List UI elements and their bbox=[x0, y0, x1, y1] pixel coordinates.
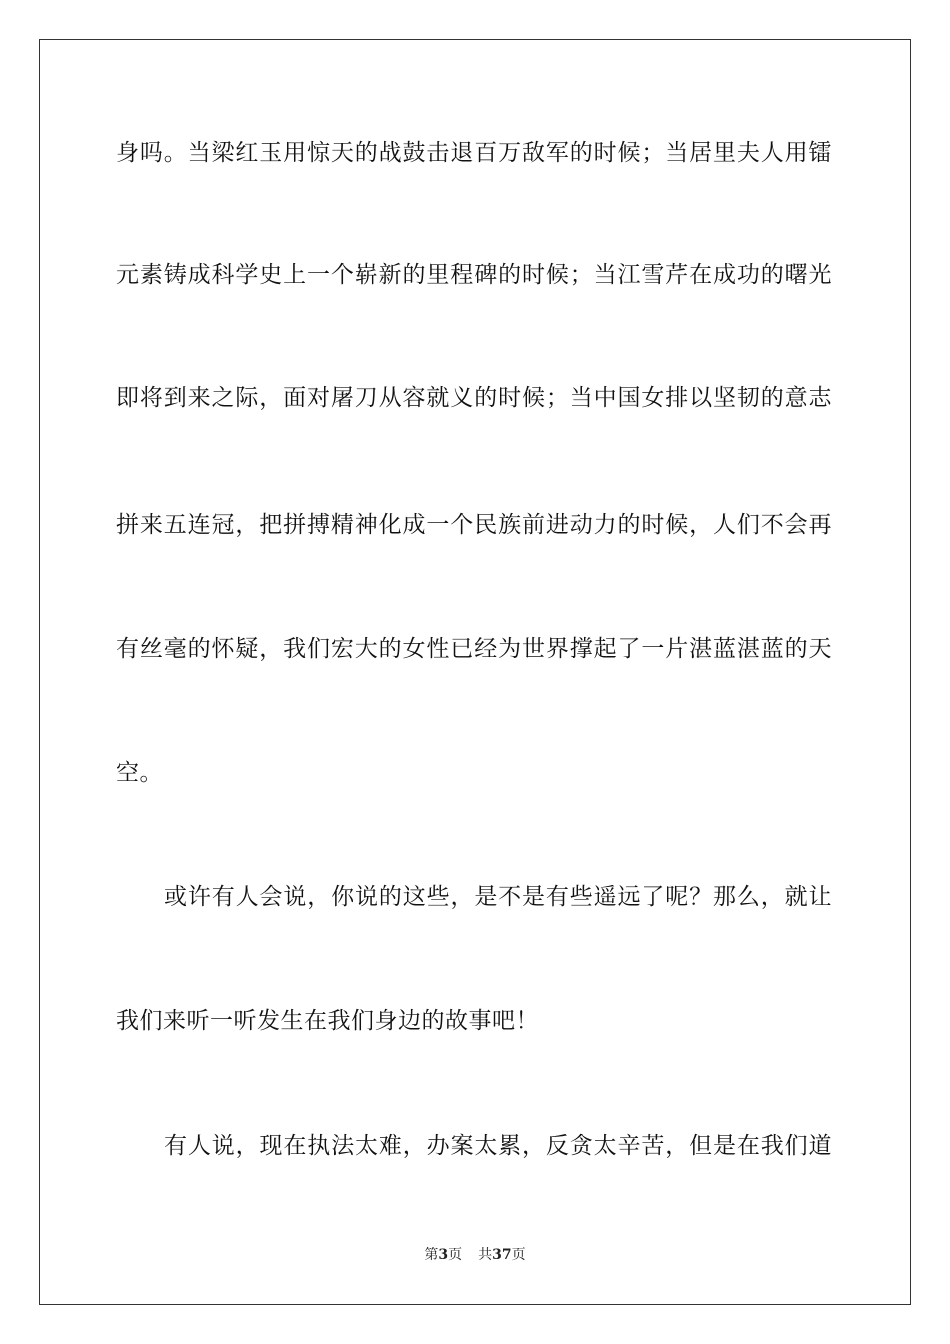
text-line-1: 身吗。当梁红玉用惊天的战鼓击退百万敌军的时候；当居里夫人用镭 bbox=[116, 140, 832, 166]
page-prefix: 第 bbox=[424, 1247, 439, 1263]
text-line-5: 有丝毫的怀疑，我们宏大的女性已经为世界撑起了一片湛蓝湛蓝的天 bbox=[116, 636, 832, 662]
text-line-9: 有人说，现在执法太难，办案太累，反贪太辛苦，但是在我们道 bbox=[164, 1133, 832, 1159]
text-line-3: 即将到来之际，面对屠刀从容就义的时候；当中国女排以坚韧的意志 bbox=[116, 385, 832, 411]
text-line-6: 空。 bbox=[116, 760, 163, 786]
page-suffix: 页 bbox=[448, 1247, 463, 1263]
text-line-8: 我们来听一听发生在我们身边的故事吧！ bbox=[116, 1008, 539, 1034]
total-prefix: 共 bbox=[478, 1247, 493, 1263]
text-line-7: 或许有人会说，你说的这些，是不是有些遥远了呢？那么，就让 bbox=[164, 884, 832, 910]
page-footer bbox=[0, 1246, 950, 1264]
text-line-2: 元素铸成科学史上一个崭新的里程碑的时候；当江雪芹在成功的曙光 bbox=[116, 262, 832, 288]
page-border bbox=[39, 39, 911, 1305]
total-suffix: 页 bbox=[511, 1247, 526, 1263]
total-pages: 37 bbox=[492, 1247, 512, 1263]
page-number: 3 bbox=[438, 1247, 449, 1263]
text-line-4: 拼来五连冠，把拼搏精神化成一个民族前进动力的时候，人们不会再 bbox=[116, 512, 832, 538]
